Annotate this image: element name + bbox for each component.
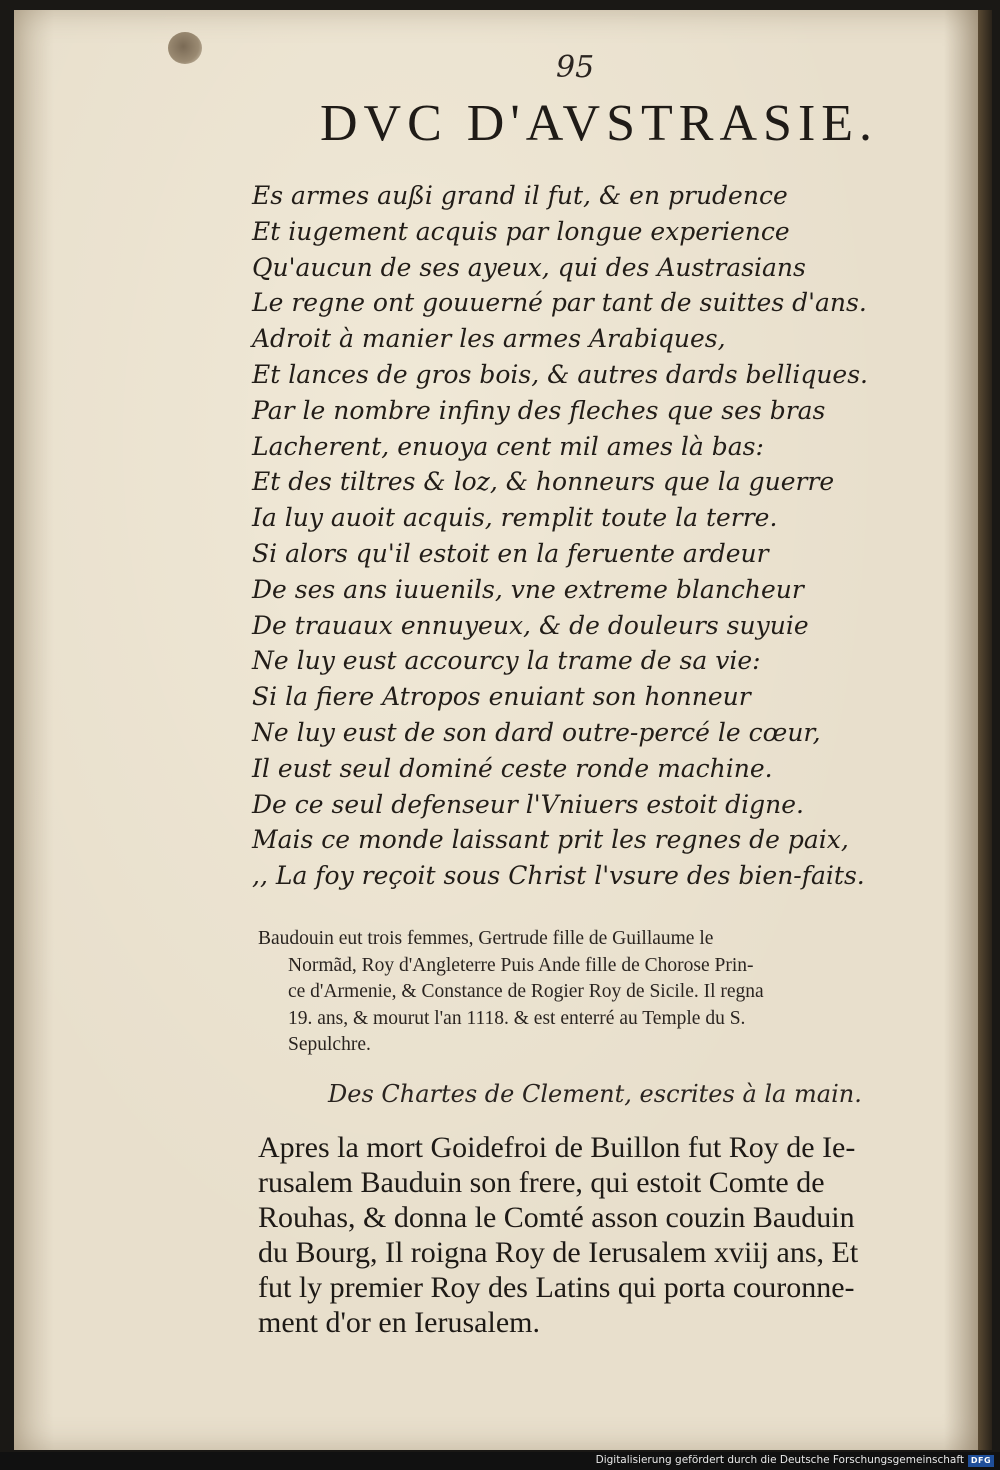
verse-line: De ce seul defenseur l'Vniuers estoit digne. bbox=[252, 789, 804, 819]
verse-line: Et lances de gros bois, & autres dards belliques. bbox=[252, 359, 868, 389]
verse-line: ,, La foy reçoit sous Christ l'vsure des bien-faits. bbox=[252, 861, 865, 891]
verse-line: De trauaux ennuyeux, & de douleurs suyuie bbox=[252, 610, 809, 640]
section-heading: Des Chartes de Clement, escrites à la main. bbox=[328, 1080, 862, 1108]
verse-line: Et iugement acquis par longue experience bbox=[252, 216, 790, 246]
page-edge bbox=[978, 10, 992, 1450]
note-line: ce d'Armenie, & Constance de Rogier Roy de Sicile. Il regna bbox=[288, 981, 764, 1002]
verse-line: Lacherent, enuoya cent mil ames là bas: bbox=[252, 431, 764, 461]
prose-line: Apres la mort Goidefroi de Buillon fut Roy de Ie- bbox=[258, 1131, 856, 1164]
prose-line: rusalem Bauduin son frere, qui estoit Comte de bbox=[258, 1166, 825, 1199]
note-line: 19. ans, & mourut l'an 1118. & est enterré au Temple du S. bbox=[288, 1007, 746, 1029]
verse-line: Adroit à manier les armes Arabiques, bbox=[252, 324, 726, 354]
verse-line: Et des tiltres & loz, & honneurs que la guerre bbox=[252, 467, 835, 497]
note-line: Sepulchre. bbox=[288, 1034, 371, 1055]
verse-line: Mais ce monde laissant prit les regnes de paix, bbox=[252, 825, 849, 855]
verse-line: Si la fiere Atropos enuiant son honneur bbox=[252, 682, 751, 712]
note-line: Normãd, Roy d'Angleterre Puis Ande fille de Chorose Prin- bbox=[288, 954, 754, 976]
verse-line: Es armes außi grand il fut, & en prudence bbox=[252, 181, 788, 210]
verse-line: Par le nombre infiny des fleches que ses bras bbox=[252, 395, 826, 425]
prose-line: du Bourg, Il roigna Roy de Ierusalem xviij ans, Et bbox=[258, 1236, 859, 1269]
verse-block bbox=[252, 178, 892, 894]
prose-line: fut ly premier Roy des Latins qui porta couronne- bbox=[258, 1271, 855, 1304]
verse-line: Qu'aucun de ses ayeux, qui des Austrasians bbox=[252, 252, 806, 282]
note-line: Baudouin eut trois femmes, Gertrude fille de Guillaume le bbox=[258, 928, 714, 949]
prose-line: Rouhas, & donna le Comté asson couzin Bauduin bbox=[258, 1201, 855, 1234]
paper-stain bbox=[168, 32, 202, 64]
verse-line: De ses ans iuuenils, vne extreme blancheur bbox=[252, 574, 804, 604]
page-number: 95 bbox=[556, 50, 595, 85]
verse-line: Ne luy eust de son dard outre-percé le cœur, bbox=[252, 717, 821, 747]
verse-line: Ia luy auoit acquis, remplit toute la terre. bbox=[252, 503, 778, 533]
running-head: DVC D'AVSTRASIE. bbox=[320, 95, 879, 152]
dfg-logo-icon: DFG bbox=[968, 1455, 994, 1467]
verse-line: Si alors qu'il estoit en la feruente ardeur bbox=[252, 538, 769, 568]
marginal-note bbox=[258, 926, 878, 1059]
prose-block bbox=[258, 1130, 948, 1340]
prose-line: ment d'or en Ierusalem. bbox=[258, 1306, 540, 1339]
verse-line: Le regne ont gouuerné par tant de suittes d'ans. bbox=[252, 288, 867, 318]
verse-line: Il eust seul dominé ceste ronde machine. bbox=[252, 753, 773, 783]
funding-credit: Digitalisierung gefördert durch die Deutsche Forschungsgemeinschaft bbox=[595, 1454, 964, 1466]
verse-line: Ne luy eust accourcy la trame de sa vie: bbox=[252, 646, 761, 676]
